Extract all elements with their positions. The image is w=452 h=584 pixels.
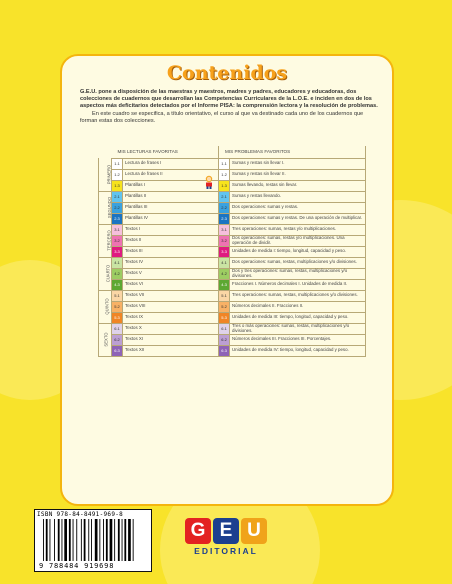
child-avatar-icon	[203, 175, 215, 189]
problemas-cell: Números decimales III. Fracciones III. Porcentajes.	[230, 334, 366, 345]
table-row	[99, 257, 366, 268]
level-name: TERCERO	[106, 230, 112, 251]
barcode-icon	[41, 519, 147, 563]
barcode-bar	[73, 519, 74, 561]
code-cell-right: 4.1	[219, 257, 230, 268]
barcode-bar	[46, 519, 48, 561]
code-cell-left: 5.3	[112, 312, 123, 323]
code-cell-left: 6.3	[112, 345, 123, 356]
code-cell-right: 3.3	[219, 246, 230, 257]
barcode-bar	[43, 519, 44, 561]
geu-logo	[184, 518, 268, 558]
problemas-cell: Tres operaciones: sumas, restas, multiplicaciones y/o divisiones.	[230, 290, 366, 301]
logo-letter-e: E	[213, 518, 239, 544]
code-cell-left: 2.3	[112, 213, 123, 224]
lecturas-cell: Textos VI	[123, 279, 219, 290]
barcode-bar	[124, 519, 126, 561]
barcode-bar	[103, 519, 104, 561]
lecturas-cell: Lectura de frases I	[123, 158, 219, 169]
code-cell-left: 4.2	[112, 268, 123, 279]
level-name: CUARTO	[105, 264, 111, 283]
contents-panel	[60, 54, 394, 506]
problemas-cell: Dos operaciones: sumas y restas. De una operación de multiplicar.	[230, 213, 366, 224]
level-name: QUINTO	[104, 298, 110, 315]
code-cell-right: 5.1	[219, 290, 230, 301]
code-cell-left: 5.2	[112, 301, 123, 312]
code-cell-left: 2.2	[112, 202, 123, 213]
table-row	[99, 279, 366, 290]
table-row	[99, 268, 366, 279]
table-row	[99, 180, 366, 191]
code-cell-left: 4.1	[112, 257, 123, 268]
table-row	[99, 345, 366, 356]
barcode-bar	[81, 519, 82, 561]
barcode-bar	[54, 519, 55, 561]
lecturas-cell: Textos VII	[123, 290, 219, 301]
code-cell-right: 5.2	[219, 301, 230, 312]
table-row	[99, 290, 366, 301]
code-cell-left: 6.1	[112, 323, 123, 334]
problemas-cell: Unidades de medida III: tiempo, longitud, capacidad y peso.	[230, 312, 366, 323]
lecturas-cell: Plantillas IV	[123, 213, 219, 224]
barcode-bar	[99, 519, 100, 561]
table-row	[99, 312, 366, 323]
barcode-number: 9 788484 919698	[39, 562, 115, 570]
barcode-bar	[50, 519, 51, 561]
code-cell-left: 1.2	[112, 169, 123, 180]
lecturas-cell: Textos XII	[123, 345, 219, 356]
code-cell-left: 1.1	[112, 158, 123, 169]
logo-letter-u: U	[241, 518, 267, 544]
table-row	[99, 158, 366, 169]
barcode-bar	[58, 519, 60, 561]
problemas-cell: Dos operaciones: sumas, restas y/o multiplicaciones. Una operación de dividir.	[230, 235, 366, 246]
code-cell-right: 1.1	[219, 158, 230, 169]
table-row	[99, 323, 366, 334]
barcode-bar	[64, 519, 67, 561]
level-label	[99, 257, 112, 290]
lecturas-cell: Textos VIII	[123, 301, 219, 312]
lecturas-cell: Textos II	[123, 235, 219, 246]
header-problemas: MIS PROBLEMAS FAVORITOS	[219, 146, 366, 158]
problemas-cell: Tres operaciones: sumas, restas y/o multiplicaciones.	[230, 224, 366, 235]
lecturas-cell: Textos IX	[123, 312, 219, 323]
lecturas-cell: Lectura de frases II	[123, 169, 219, 180]
lecturas-cell: Textos III	[123, 246, 219, 257]
code-cell-right: 6.3	[219, 345, 230, 356]
level-label	[99, 224, 112, 257]
code-cell-left: 4.3	[112, 279, 123, 290]
table-row	[99, 301, 366, 312]
isbn-barcode	[34, 509, 152, 572]
barcode-bar	[128, 519, 131, 561]
level-name: SEXTO	[103, 332, 109, 347]
lecturas-cell: Textos V	[123, 268, 219, 279]
problemas-cell: Sumas llevando, restas sin llevar.	[230, 180, 366, 191]
code-cell-right: 3.1	[219, 224, 230, 235]
table-row	[99, 191, 366, 202]
barcode-bar	[62, 519, 63, 561]
isbn-number: ISBN 978-84-8491-969-8	[37, 511, 124, 518]
code-cell-right: 1.3	[219, 180, 230, 191]
barcode-bar	[118, 519, 120, 561]
lecturas-cell: Plantillas II	[123, 191, 219, 202]
level-label	[99, 323, 112, 356]
barcode-bar	[91, 519, 92, 561]
problemas-cell: Dos operaciones: sumas, restas, multiplicaciones y/o divisiones.	[230, 257, 366, 268]
table-row	[99, 246, 366, 257]
lecturas-cell: Textos XI	[123, 334, 219, 345]
problemas-cell: Sumas y restas sin llevar II.	[230, 169, 366, 180]
lecturas-cell: Textos I	[123, 224, 219, 235]
problemas-cell: Sumas y restas llevando.	[230, 191, 366, 202]
code-cell-right: 3.2	[219, 235, 230, 246]
level-label	[99, 191, 112, 224]
header-spacer	[99, 146, 112, 158]
code-cell-left: 2.1	[112, 191, 123, 202]
code-cell-right: 6.1	[219, 323, 230, 334]
level-label	[99, 158, 112, 191]
lecturas-cell: Textos X	[123, 323, 219, 334]
lecturas-cell: Plantillas III	[123, 202, 219, 213]
page-title: Contenidos	[166, 62, 288, 84]
code-cell-left: 3.3	[112, 246, 123, 257]
level-label	[99, 290, 112, 323]
code-cell-left: 5.1	[112, 290, 123, 301]
logo-letter-g: G	[185, 518, 211, 544]
code-cell-right: 1.2	[219, 169, 230, 180]
barcode-bar	[122, 519, 123, 561]
code-cell-left: 6.2	[112, 334, 123, 345]
intro-paragraph-1: G.E.U. pone a disposición de las maestras y maestros, madres y padres, educadores y educadoras, dos colecciones de cuadernos que desarrollan las Competencias Curriculares de la L.O.E. e inciden en dos de los aspectos más deficitarios detectados por el Informe PISA: la comprensión lectora y la resolución de problemas.	[80, 89, 378, 110]
contents-table	[98, 146, 366, 357]
problemas-cell: Unidades de medida IV: tiempo, longitud, capacidad y peso.	[230, 345, 366, 356]
barcode-bar	[106, 519, 108, 561]
lecturas-cell: Textos IV	[123, 257, 219, 268]
table-row	[99, 169, 366, 180]
problemas-cell: Dos y tres operaciones: sumas, restas, multiplicaciones y/o divisiones.	[230, 268, 366, 279]
level-name: PRIMERO	[106, 164, 112, 185]
problemas-cell: Fracciones I. Números decimales I. Unidades de medida II.	[230, 279, 366, 290]
code-cell-left: 3.2	[112, 235, 123, 246]
problemas-cell: Sumas y restas sin llevar I.	[230, 158, 366, 169]
lecturas-cell: Plantillas I	[123, 180, 219, 191]
code-cell-right: 4.2	[219, 268, 230, 279]
code-cell-right: 4.3	[219, 279, 230, 290]
problemas-cell: Dos operaciones: sumas y restas.	[230, 202, 366, 213]
code-cell-left: 3.1	[112, 224, 123, 235]
table-row	[99, 202, 366, 213]
barcode-bar	[88, 519, 89, 561]
code-cell-right: 2.2	[219, 202, 230, 213]
barcode-bar	[76, 519, 77, 561]
level-name: SEGUNDO	[107, 196, 113, 219]
problemas-cell: Números decimales II. Fracciones II.	[230, 301, 366, 312]
barcode-bar	[69, 519, 71, 561]
header-lecturas: MIS LECTURAS FAVORITAS	[112, 146, 219, 158]
code-cell-right: 6.2	[219, 334, 230, 345]
problemas-cell: Unidades de medida I: tiempo, longitud, capacidad y peso.	[230, 246, 366, 257]
barcode-bar	[114, 519, 115, 561]
logo-editorial-label: EDITORIAL	[194, 546, 258, 556]
code-cell-left: 1.3	[112, 180, 123, 191]
table-row	[99, 213, 366, 224]
intro-text	[80, 89, 380, 125]
code-cell-right: 2.3	[219, 213, 230, 224]
code-cell-right: 2.1	[219, 191, 230, 202]
barcode-bar	[133, 519, 134, 561]
barcode-bar	[110, 519, 113, 561]
barcode-bar	[84, 519, 86, 561]
barcode-bar	[95, 519, 98, 561]
intro-paragraph-2: En este cuadro se especifica, a título orientativo, el curso al que va destinado cada uno de los cuadernos que forman estas dos colecciones.	[80, 110, 364, 124]
table-row	[99, 224, 366, 235]
table-row	[99, 334, 366, 345]
table-row	[99, 235, 366, 246]
code-cell-right: 5.3	[219, 312, 230, 323]
problemas-cell: Tres o más operaciones: sumas, restas, multiplicaciones y/o divisiones.	[230, 323, 366, 334]
